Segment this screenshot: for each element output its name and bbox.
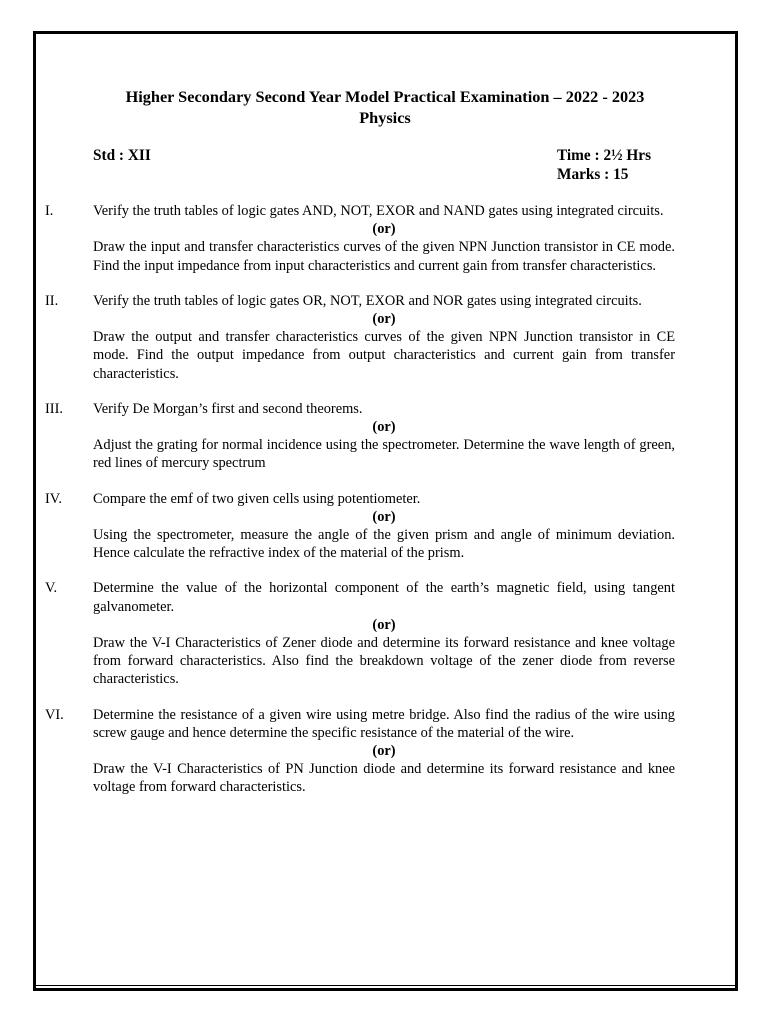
question-option-a: Compare the emf of two given cells using potentiometer. (93, 490, 421, 507)
question-number: I. (45, 203, 54, 219)
question-option-b: Adjust the grating for normal incidence using the spectrometer. Determine the wave length of green, red lines of mercury spectrum (93, 437, 675, 472)
question-option-b: Draw the output and transfer characteristics curves of the given NPN Junction transistor in CE mode. Find the output impedance from output characteristics and current gain from transfer characteristics. (93, 329, 675, 382)
question-body (93, 706, 675, 797)
or-separator: (or) (372, 616, 396, 633)
time-label: Time : 2½ Hrs (557, 147, 652, 164)
question-option-a: Verify the truth tables of logic gates AND, NOT, EXOR and NAND gates using integrated circuits. (93, 203, 664, 219)
question-option-b: Draw the V-I Characteristics of Zener diode and determine its forward resistance and knee voltage from forward characteristics. Also find the breakdown voltage of the zener diode from reverse characteristics. (93, 635, 675, 688)
question-6 (45, 706, 675, 797)
question-option-b: Draw the input and transfer characteristics curves of the given NPN Junction transistor in CE mode. Find the input impedance from input characteristics and current gain from transfer characteristics. (93, 239, 675, 274)
or-separator: (or) (372, 311, 396, 328)
question-4 (45, 490, 675, 563)
question-option-b: Using the spectrometer, measure the angle of the given prism and angle of minimum deviation. Hence calculate the refractive index of the material of the prism. (93, 527, 675, 562)
marks-label: Marks : 15 (557, 166, 629, 183)
or-separator: (or) (372, 221, 396, 238)
question-body (93, 490, 675, 563)
question-number: VI. (45, 706, 64, 723)
question-3 (45, 400, 675, 473)
or-separator: (or) (372, 419, 396, 436)
question-option-a: Verify De Morgan’s first and second theorems. (93, 400, 363, 417)
question-option-a: Determine the value of the horizontal component of the earth’s magnetic field, using tangent galvanometer. (93, 580, 675, 615)
std-label: Std : XII (93, 147, 151, 164)
question-1 (45, 202, 675, 275)
or-separator: (or) (372, 743, 396, 760)
exam-title: Higher Secondary Second Year Model Practical Examination – 2022 - 2023 (125, 87, 645, 106)
question-body (93, 292, 675, 383)
page-border-inner-line (36, 985, 735, 986)
question-option-a: Verify the truth tables of logic gates OR, NOT, EXOR and NOR gates using integrated circuits. (93, 292, 642, 309)
question-body (93, 202, 675, 275)
question-body (93, 400, 675, 473)
question-number: V. (45, 580, 58, 597)
subject-title: Physics (359, 108, 411, 127)
question-body (93, 579, 675, 688)
question-2 (45, 292, 675, 383)
question-list (45, 202, 675, 814)
question-number: III. (45, 400, 63, 417)
or-separator: (or) (372, 508, 396, 525)
question-number: II. (45, 292, 59, 309)
question-5 (45, 579, 675, 688)
question-option-a: Determine the resistance of a given wire using metre bridge. Also find the radius of the wire using screw gauge and hence determine the specific resistance of the material of the wire. (93, 706, 675, 741)
question-option-b: Draw the V-I Characteristics of PN Junction diode and determine its forward resistance and knee voltage from forward characteristics. (93, 761, 675, 796)
question-number: IV. (45, 490, 62, 507)
